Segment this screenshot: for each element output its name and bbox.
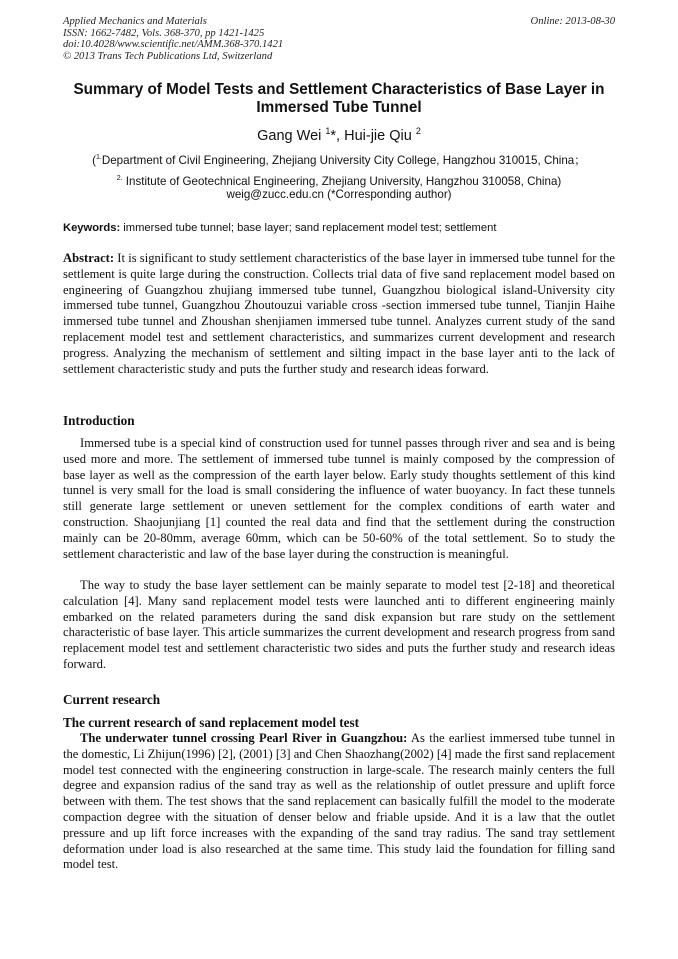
author-2: Hui-jie Qiu	[344, 127, 416, 144]
author-1-affil: 1	[325, 126, 331, 136]
affiliation-1	[40, 150, 638, 169]
doi-line: doi:10.4028/www.scientific.net/AMM.368-370.1421	[63, 39, 284, 50]
current-research-heading: Current research	[63, 692, 161, 707]
author-line	[40, 122, 638, 145]
affiliation-2-mark: 2.	[116, 175, 123, 182]
affiliation-1-text: Department of Civil Engineering, Zhejiang University City College, Hangzhou 310015, China；	[101, 153, 586, 167]
sand-model-subheading: The current research of sand replacement model test	[63, 715, 360, 730]
pearl-river-paragraph	[63, 731, 615, 873]
journal-name: Applied Mechanics and Materials	[63, 16, 207, 27]
keywords-text: immersed tube tunnel; base layer; sand replacement model test; settlement	[120, 222, 497, 234]
abstract	[63, 251, 615, 377]
issn-line: ISSN: 1662-7482, Vols. 368-370, pp 1421-1425	[63, 27, 265, 39]
introduction-paragraph-2: The way to study the base layer settlement can be mainly separate to model test [2-18] and theoretical calculation [4]. Many sand replacement model tests were launched anti to different engineering mainly embarked on the related parameters during the sand disk expansion but rare study on the settlement characteristic of base layer. This article summarizes the current development and research progress from sand replacement model test and settlement characteristic two sides and puts the further study and research ideas forward.	[63, 578, 615, 671]
email-line: weig@zucc.edu.cn (*Corresponding author)	[226, 188, 452, 201]
pearl-river-text: As the earliest immersed tube tunnel in the domestic, Li Zhijun(1996) [2], (2001) [3] and Chen Shaozhang(2002) [4] made the first sand replacement model test connected with the engineering construction in large-scale. The research mainly centers the full degree and expansion radius of the sand tray as well as the relationship of outlet pressure and uplift force between with them. The test shows that the sand replacement can basically fulfill the model to the moderate compaction degree with the situation of denser below and friable upside. And it is a law that the outlet pressure and up lift force increases with the expanding of the sand tray radius. The sand tray settlement deformation under load is also researched at the same time. This study laid the foundation for filling sand model test.	[63, 731, 615, 872]
affiliation-paren: (	[92, 153, 97, 167]
introduction-paragraph-1: Immersed tube is a special kind of construction used for tunnel passes through river and sea and is being used more and more. The settlement of immersed tube tunnel is mainly composed by the compression of base layer as well as the compression of the earth layer below. Early study thoughts settlement of this kind tunnel is very small for the load is small considering the influence of water buoyancy. In fact these tunnels still generate large settlement or uneven settlement for the complex conditions of earth water and construction. Shaojunjiang [1] counted the real data and find that the settlement during the construction mainly can be 20-80mm, average 60mm, which can be 50-60% of the total settlement. So to study the settlement characteristic and law of the base layer during the construction is meaningful.	[63, 436, 615, 561]
copyright-line: © 2013 Trans Tech Publications Ltd, Switzerland	[63, 50, 273, 62]
journal-header	[63, 16, 615, 62]
paper-title: Summary of Model Tests and Settlement Characteristics of Base Layer in Immersed Tube Tunnel	[73, 81, 605, 116]
keywords	[63, 221, 623, 236]
author-1: Gang Wei	[257, 127, 326, 144]
affiliation-2-text: Institute of Geotechnical Engineering, Zhejiang University, Hangzhou 310058, China)	[122, 174, 562, 188]
introduction-heading: Introduction	[63, 413, 135, 428]
keywords-label: Keywords:	[63, 222, 121, 234]
corresponding-mark: *,	[330, 127, 345, 144]
abstract-text: It is significant to study settlement characteristics of the base layer in immersed tube tunnel for the settlement is quite large during the construction. Collects trial data of five sand replacement model based on engineering of Guangzhou zhujiang immersed tube tunnel, Guangzhou biological island-University city immersed tube tunnel, Guangzhou Zhoutouzui variable cross -section immersed tube tunnel, Tianjin Haihe immersed tube tunnel and Zhoushan shenjiamen immersed tube tunnel. Analyzes current study of the sand replacement model test and settlement characteristics, and summarizes current development and research progress. Analyzing the mechanism of settlement and silting impact in the base layer anti to the lack of settlement characteristic study and puts the further study and research ideas forward.	[63, 251, 615, 376]
abstract-label: Abstract:	[63, 251, 115, 265]
affiliation-1-mark: 1.	[96, 154, 102, 161]
online-date: Online: 2013-08-30	[530, 16, 615, 27]
author-2-affil: 2	[415, 126, 421, 136]
pearl-river-lead: The underwater tunnel crossing Pearl River in Guangzhou:	[80, 731, 408, 745]
